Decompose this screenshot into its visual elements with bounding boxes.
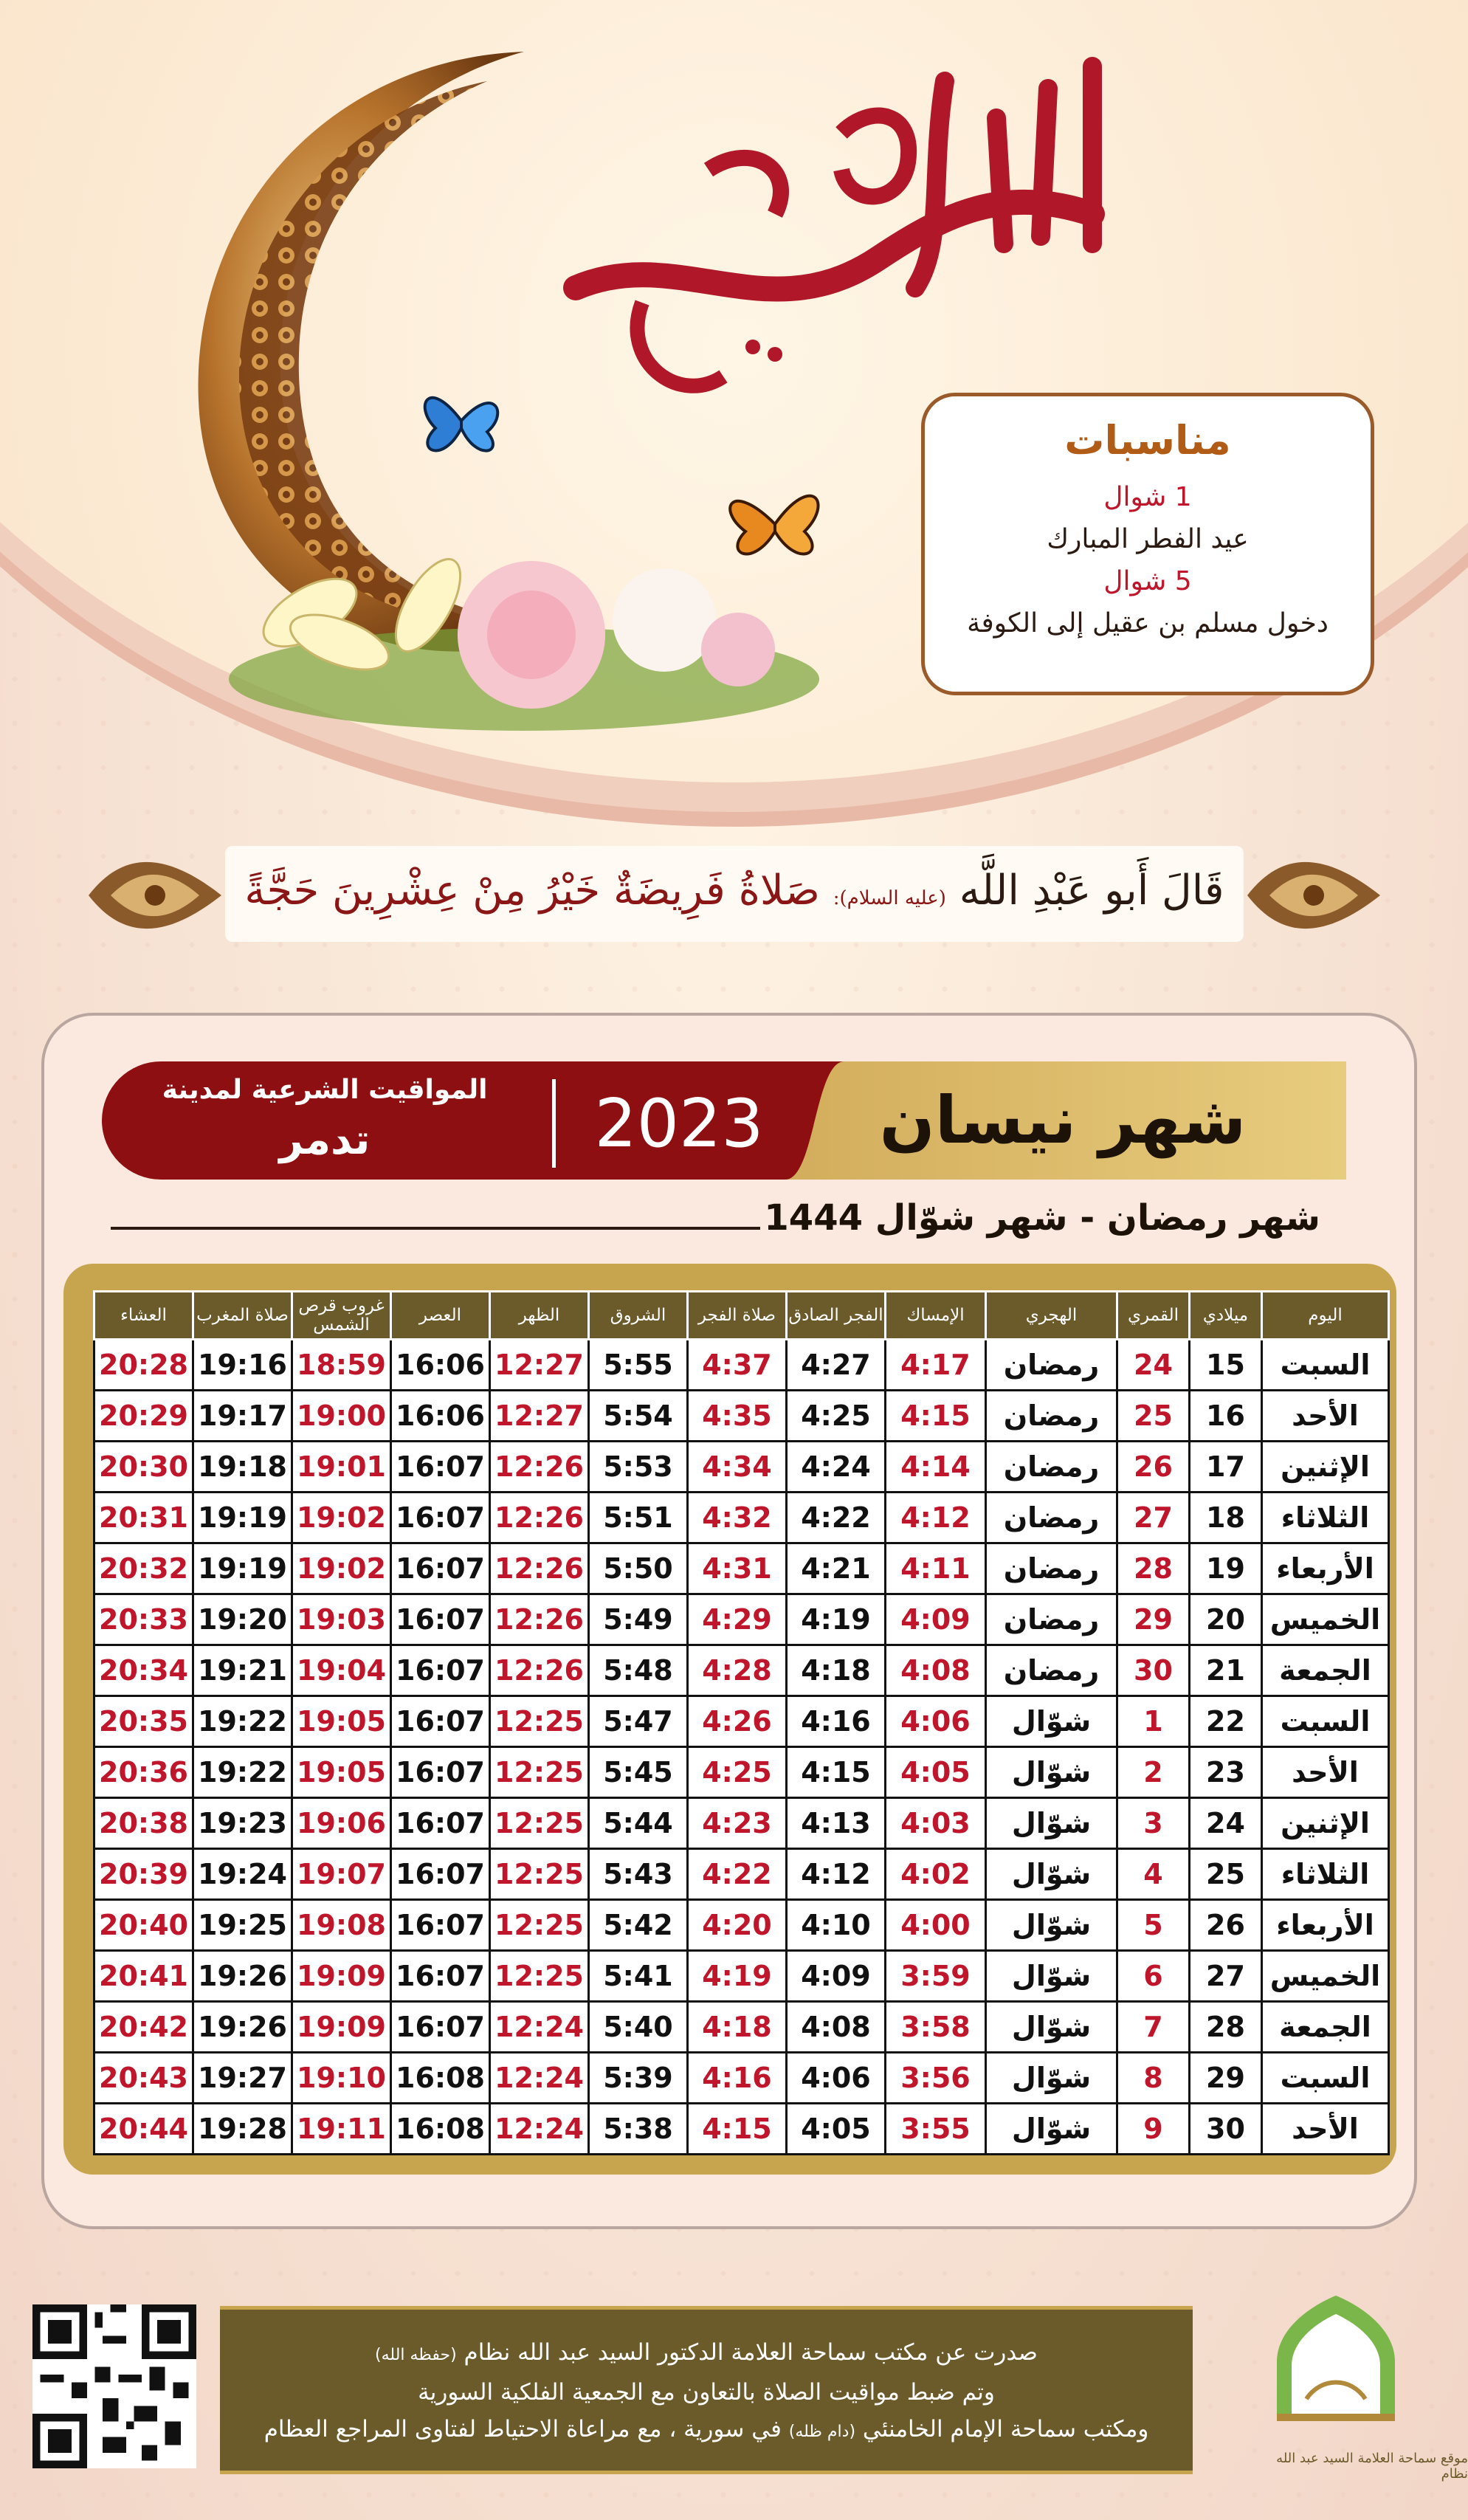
- table-cell: 3:58: [886, 2002, 986, 2053]
- table-cell: 12:26: [490, 1442, 589, 1493]
- table-cell: 20:41: [94, 1951, 193, 2002]
- table-cell: 16:07: [391, 1900, 490, 1951]
- table-cell: 20:29: [94, 1391, 193, 1442]
- table-cell: 12:24: [490, 2002, 589, 2053]
- table-cell: 4:19: [787, 1594, 886, 1645]
- table-cell: 4:25: [688, 1747, 787, 1798]
- table-cell: الأحد: [1262, 2104, 1389, 2155]
- events-card: [921, 393, 1374, 695]
- table-row: [94, 1391, 1389, 1442]
- header-divider: [552, 1079, 556, 1168]
- table-cell: 18:59: [292, 1340, 391, 1391]
- table-cell: الإثنين: [1262, 1442, 1389, 1493]
- table-cell: 23: [1190, 1747, 1262, 1798]
- table-cell: 12:26: [490, 1594, 589, 1645]
- table-cell: 4:11: [886, 1543, 986, 1594]
- table-cell: 19:10: [292, 2053, 391, 2104]
- table-cell: شوّال: [986, 1696, 1117, 1747]
- table-row: [94, 1493, 1389, 1543]
- table-row: [94, 1849, 1389, 1900]
- table-row: [94, 2104, 1389, 2155]
- table-cell: 19: [1190, 1543, 1262, 1594]
- table-cell: 16:08: [391, 2104, 490, 2155]
- table-cell: 19:20: [193, 1594, 292, 1645]
- table-cell: 19:22: [193, 1696, 292, 1747]
- table-cell: 20:31: [94, 1493, 193, 1543]
- table-cell: 4:21: [787, 1543, 886, 1594]
- table-cell: 16:07: [391, 2002, 490, 2053]
- table-cell: 5:41: [589, 1951, 688, 2002]
- hijri-underline: [111, 1227, 760, 1230]
- table-cell: 16:07: [391, 1493, 490, 1543]
- table-cell: 21: [1190, 1645, 1262, 1696]
- table-cell: 5:53: [589, 1442, 688, 1493]
- table-row: [94, 1442, 1389, 1493]
- table-cell: 22: [1190, 1696, 1262, 1747]
- column-header: العشاء: [94, 1292, 193, 1340]
- table-cell: 4:24: [787, 1442, 886, 1493]
- table-cell: 16:07: [391, 1594, 490, 1645]
- table-cell: 25: [1117, 1391, 1190, 1442]
- table-cell: 4:22: [688, 1849, 787, 1900]
- table-cell: 1: [1117, 1696, 1190, 1747]
- ornament-right-icon: [1240, 833, 1388, 958]
- table-cell: 20:43: [94, 2053, 193, 2104]
- table-cell: 19:07: [292, 1849, 391, 1900]
- table-row: [94, 1340, 1389, 1391]
- table-cell: 20:42: [94, 2002, 193, 2053]
- table-cell: 8: [1117, 2053, 1190, 2104]
- table-cell: 16:07: [391, 1543, 490, 1594]
- table-cell: 4:34: [688, 1442, 787, 1493]
- column-header: الهجري: [986, 1292, 1117, 1340]
- orange-butterfly-icon: [716, 472, 834, 568]
- table-cell: 20:36: [94, 1747, 193, 1798]
- table-cell: 30: [1190, 2104, 1262, 2155]
- table-cell: 3:59: [886, 1951, 986, 2002]
- table-row: [94, 1798, 1389, 1849]
- year-label: 2023: [594, 1085, 764, 1163]
- column-header: اليوم: [1262, 1292, 1389, 1340]
- table-cell: 4:10: [787, 1900, 886, 1951]
- table-cell: الأحد: [1262, 1747, 1389, 1798]
- table-cell: 19:21: [193, 1645, 292, 1696]
- column-header: الإمساك: [886, 1292, 986, 1340]
- logo-caption: موقع سماحة العلامة السيد عبد الله نظام: [1276, 2451, 1468, 2482]
- table-cell: 4:16: [688, 2053, 787, 2104]
- table-cell: 19:19: [193, 1543, 292, 1594]
- column-header: غروب قرص الشمس: [292, 1292, 391, 1340]
- table-cell: شوّال: [986, 1747, 1117, 1798]
- table-cell: 5:45: [589, 1747, 688, 1798]
- table-cell: 20:30: [94, 1442, 193, 1493]
- table-cell: 12:26: [490, 1645, 589, 1696]
- table-cell: 3:56: [886, 2053, 986, 2104]
- table-cell: 19:09: [292, 1951, 391, 2002]
- table-cell: 19:27: [193, 2053, 292, 2104]
- table-cell: 4:37: [688, 1340, 787, 1391]
- events-title: مناسبات: [1064, 417, 1231, 464]
- table-cell: 27: [1117, 1493, 1190, 1543]
- table-cell: 18: [1190, 1493, 1262, 1543]
- table-cell: السبت: [1262, 1696, 1389, 1747]
- hadith-intro: قَالَ أَبو عَبْدِ اللَّه: [959, 867, 1224, 915]
- table-cell: 12:25: [490, 1951, 589, 2002]
- table-cell: 4:00: [886, 1900, 986, 1951]
- table-cell: 19:17: [193, 1391, 292, 1442]
- table-cell: 6: [1117, 1951, 1190, 2002]
- table-cell: 4:22: [787, 1493, 886, 1543]
- table-cell: رمضان: [986, 1543, 1117, 1594]
- table-cell: 4:28: [688, 1645, 787, 1696]
- table-cell: رمضان: [986, 1442, 1117, 1493]
- table-cell: شوّال: [986, 2053, 1117, 2104]
- table-cell: 19:08: [292, 1900, 391, 1951]
- table-header-row: [94, 1292, 1389, 1340]
- table-cell: 19:26: [193, 1951, 292, 2002]
- table-cell: رمضان: [986, 1391, 1117, 1442]
- table-cell: 4:18: [787, 1645, 886, 1696]
- table-cell: 4:06: [886, 1696, 986, 1747]
- calligraphy-artwork: [531, 22, 1196, 436]
- table-cell: 12:27: [490, 1391, 589, 1442]
- table-cell: 20:32: [94, 1543, 193, 1594]
- table-cell: 5:43: [589, 1849, 688, 1900]
- table-cell: 26: [1117, 1442, 1190, 1493]
- table-cell: شوّال: [986, 1900, 1117, 1951]
- table-cell: 4:02: [886, 1849, 986, 1900]
- table-cell: 5:47: [589, 1696, 688, 1747]
- table-cell: 4:19: [688, 1951, 787, 2002]
- table-cell: الخميس: [1262, 1594, 1389, 1645]
- table-cell: 4:31: [688, 1543, 787, 1594]
- table-cell: 20:39: [94, 1849, 193, 1900]
- table-cell: 20:33: [94, 1594, 193, 1645]
- table-cell: الأربعاء: [1262, 1900, 1389, 1951]
- table-cell: 30: [1117, 1645, 1190, 1696]
- table-row: [94, 1951, 1389, 2002]
- table-cell: 12:25: [490, 1900, 589, 1951]
- table-cell: 16:07: [391, 1696, 490, 1747]
- table-cell: 19:24: [193, 1849, 292, 1900]
- table-cell: 5:39: [589, 2053, 688, 2104]
- table-cell: 12:27: [490, 1340, 589, 1391]
- table-cell: 20:28: [94, 1340, 193, 1391]
- table-cell: 19:26: [193, 2002, 292, 2053]
- dome-logo: [1247, 2288, 1424, 2465]
- table-cell: 16:07: [391, 1442, 490, 1493]
- table-cell: 4:26: [688, 1696, 787, 1747]
- hadith-honorific: (عليه السلام):: [833, 887, 946, 909]
- table-cell: 4:15: [886, 1391, 986, 1442]
- table-cell: 16:07: [391, 1798, 490, 1849]
- table-cell: 16:06: [391, 1391, 490, 1442]
- month-title: شهر نيسان: [879, 1082, 1247, 1158]
- table-cell: الخميس: [1262, 1951, 1389, 2002]
- table-cell: 4:35: [688, 1391, 787, 1442]
- table-cell: الجمعة: [1262, 2002, 1389, 2053]
- column-header: الشروق: [589, 1292, 688, 1340]
- table-cell: 4:20: [688, 1900, 787, 1951]
- table-cell: 19:18: [193, 1442, 292, 1493]
- table-cell: 3: [1117, 1798, 1190, 1849]
- table-cell: 5:50: [589, 1543, 688, 1594]
- table-cell: الأربعاء: [1262, 1543, 1389, 1594]
- table-cell: 19:03: [292, 1594, 391, 1645]
- table-row: [94, 1747, 1389, 1798]
- footer-text: [244, 2334, 1169, 2451]
- event-title: دخول مسلم بن عقيل إلى الكوفة: [967, 608, 1329, 638]
- table-cell: 29: [1190, 2053, 1262, 2104]
- event-title: عيد الفطر المبارك: [1047, 524, 1249, 554]
- footer-honor-1: (حفظه الله): [375, 2346, 457, 2364]
- table-cell: 4:06: [787, 2053, 886, 2104]
- table-cell: 29: [1117, 1594, 1190, 1645]
- table-row: [94, 1900, 1389, 1951]
- table-cell: 4:18: [688, 2002, 787, 2053]
- table-cell: 19:19: [193, 1493, 292, 1543]
- table-cell: 4: [1117, 1849, 1190, 1900]
- table-cell: السبت: [1262, 1340, 1389, 1391]
- table-cell: 4:08: [787, 2002, 886, 2053]
- hadith-text: [225, 867, 1244, 915]
- event-date: 1 شوال: [1103, 482, 1192, 512]
- table-cell: 16:07: [391, 1747, 490, 1798]
- footer-line-3b: في سورية ، مع مراعاة الاحتياط لفتاوى المراجع العظام: [263, 2416, 782, 2442]
- table-cell: 16:06: [391, 1340, 490, 1391]
- table-cell: 19:28: [193, 2104, 292, 2155]
- qr-code: [32, 2304, 196, 2468]
- table-row: [94, 1645, 1389, 1696]
- table-cell: 5:38: [589, 2104, 688, 2155]
- table-cell: 26: [1190, 1900, 1262, 1951]
- table-cell: 19:16: [193, 1340, 292, 1391]
- table-cell: 5:44: [589, 1798, 688, 1849]
- footer-line-3a: ومكتب سماحة الإمام الخامنئي: [862, 2416, 1149, 2442]
- table-cell: 4:09: [886, 1594, 986, 1645]
- table-cell: 12:25: [490, 1798, 589, 1849]
- table-cell: 12:25: [490, 1696, 589, 1747]
- table-body: [94, 1340, 1389, 2155]
- table-cell: رمضان: [986, 1594, 1117, 1645]
- table-cell: 4:12: [886, 1493, 986, 1543]
- table-cell: 4:05: [787, 2104, 886, 2155]
- table-cell: الإثنين: [1262, 1798, 1389, 1849]
- table-cell: شوّال: [986, 2104, 1117, 2155]
- table-cell: 4:29: [688, 1594, 787, 1645]
- table-cell: 27: [1190, 1951, 1262, 2002]
- table-cell: شوّال: [986, 1951, 1117, 2002]
- table-cell: 16:08: [391, 2053, 490, 2104]
- table-cell: 5:42: [589, 1900, 688, 1951]
- footer-line-2: وتم ضبط مواقيت الصلاة بالتعاون مع الجمعية الفلكية السورية: [418, 2379, 995, 2406]
- table-cell: 19:01: [292, 1442, 391, 1493]
- table-cell: رمضان: [986, 1493, 1117, 1543]
- event-date: 5 شوال: [1103, 566, 1192, 596]
- table-cell: 20:40: [94, 1900, 193, 1951]
- table-cell: 5:55: [589, 1340, 688, 1391]
- table-cell: الثلاثاء: [1262, 1493, 1389, 1543]
- table-cell: 4:16: [787, 1696, 886, 1747]
- table-cell: 15: [1190, 1340, 1262, 1391]
- hijri-month-title: شهر رمضان - شهر شوّال 1444: [764, 1197, 1320, 1239]
- table-cell: 19:02: [292, 1493, 391, 1543]
- table-cell: 4:05: [886, 1747, 986, 1798]
- table-cell: 4:27: [787, 1340, 886, 1391]
- table-cell: 16:07: [391, 1951, 490, 2002]
- table-cell: 19:23: [193, 1798, 292, 1849]
- table-cell: رمضان: [986, 1340, 1117, 1391]
- table-cell: 5: [1117, 1900, 1190, 1951]
- table-cell: 4:25: [787, 1391, 886, 1442]
- table-cell: 5:51: [589, 1493, 688, 1543]
- table-cell: 19:00: [292, 1391, 391, 1442]
- table-cell: 19:22: [193, 1747, 292, 1798]
- table-cell: شوّال: [986, 1849, 1117, 1900]
- footer-line-1: صدرت عن مكتب سماحة العلامة الدكتور السيد عبد الله نظام: [464, 2339, 1038, 2366]
- table-cell: 4:13: [787, 1798, 886, 1849]
- table-cell: 24: [1117, 1340, 1190, 1391]
- table-cell: 20:44: [94, 2104, 193, 2155]
- column-header: الفجر الصادق: [787, 1292, 886, 1340]
- table-cell: 16:07: [391, 1849, 490, 1900]
- hadith-quote: صَلاةُ فَرِيضَةٌ خَيْرُ مِنْ عِشْرِينَ حَجَّةً: [244, 867, 820, 915]
- table-cell: شوّال: [986, 2002, 1117, 2053]
- column-header: العصر: [391, 1292, 490, 1340]
- table-cell: 19:05: [292, 1696, 391, 1747]
- table-row: [94, 2002, 1389, 2053]
- ornament-left-icon: [81, 833, 229, 958]
- table-cell: 19:05: [292, 1747, 391, 1798]
- table-cell: 20:35: [94, 1696, 193, 1747]
- column-header: صلاة الفجر: [688, 1292, 787, 1340]
- table-row: [94, 2053, 1389, 2104]
- table-cell: 12:24: [490, 2053, 589, 2104]
- table-cell: 19:25: [193, 1900, 292, 1951]
- table-cell: رمضان: [986, 1645, 1117, 1696]
- hadith-banner: [225, 846, 1244, 942]
- table-cell: 4:15: [787, 1747, 886, 1798]
- table-cell: 4:32: [688, 1493, 787, 1543]
- table-cell: 4:15: [688, 2104, 787, 2155]
- table-cell: 12:26: [490, 1543, 589, 1594]
- column-header: ميلادي: [1190, 1292, 1262, 1340]
- table-cell: 25: [1190, 1849, 1262, 1900]
- table-cell: 4:09: [787, 1951, 886, 2002]
- table-cell: 28: [1190, 2002, 1262, 2053]
- table-cell: 20:34: [94, 1645, 193, 1696]
- table-cell: 12:25: [490, 1747, 589, 1798]
- table-cell: 4:03: [886, 1798, 986, 1849]
- table-cell: 5:48: [589, 1645, 688, 1696]
- table-cell: 19:02: [292, 1543, 391, 1594]
- table-cell: 12:24: [490, 2104, 589, 2155]
- table-row: [94, 1696, 1389, 1747]
- city-name: تدمر: [279, 1116, 371, 1164]
- table-cell: 7: [1117, 2002, 1190, 2053]
- table-cell: 5:49: [589, 1594, 688, 1645]
- table-cell: 12:26: [490, 1493, 589, 1543]
- column-header: صلاة المغرب: [193, 1292, 292, 1340]
- table-cell: 16:07: [391, 1645, 490, 1696]
- blue-butterfly-icon: [413, 376, 509, 465]
- column-header: القمري: [1117, 1292, 1190, 1340]
- table-cell: 16: [1190, 1391, 1262, 1442]
- table-cell: 28: [1117, 1543, 1190, 1594]
- table-cell: 4:17: [886, 1340, 986, 1391]
- table-cell: 4:23: [688, 1798, 787, 1849]
- table-cell: 4:14: [886, 1442, 986, 1493]
- prayer-times-table: [93, 1290, 1390, 2155]
- table-cell: السبت: [1262, 2053, 1389, 2104]
- table-cell: شوّال: [986, 1798, 1117, 1849]
- table-cell: 5:54: [589, 1391, 688, 1442]
- table-cell: الجمعة: [1262, 1645, 1389, 1696]
- table-row: [94, 1543, 1389, 1594]
- city-label: المواقيت الشرعية لمدينة: [162, 1075, 488, 1105]
- table-cell: 19:06: [292, 1798, 391, 1849]
- column-header: الظهر: [490, 1292, 589, 1340]
- table-cell: 5:40: [589, 2002, 688, 2053]
- hero-banner: [0, 0, 1468, 827]
- table-cell: 3:55: [886, 2104, 986, 2155]
- table-cell: 9: [1117, 2104, 1190, 2155]
- table-cell: 17: [1190, 1442, 1262, 1493]
- table-cell: الثلاثاء: [1262, 1849, 1389, 1900]
- table-row: [94, 1594, 1389, 1645]
- table-cell: الأحد: [1262, 1391, 1389, 1442]
- table-cell: 4:12: [787, 1849, 886, 1900]
- table-cell: 2: [1117, 1747, 1190, 1798]
- table-cell: 19:04: [292, 1645, 391, 1696]
- table-cell: 20: [1190, 1594, 1262, 1645]
- table-cell: 19:09: [292, 2002, 391, 2053]
- table-cell: 19:11: [292, 2104, 391, 2155]
- table-cell: 4:08: [886, 1645, 986, 1696]
- footer-honor-3: (دام ظله): [788, 2423, 856, 2441]
- table-cell: 24: [1190, 1798, 1262, 1849]
- table-cell: 12:25: [490, 1849, 589, 1900]
- table-cell: 20:38: [94, 1798, 193, 1849]
